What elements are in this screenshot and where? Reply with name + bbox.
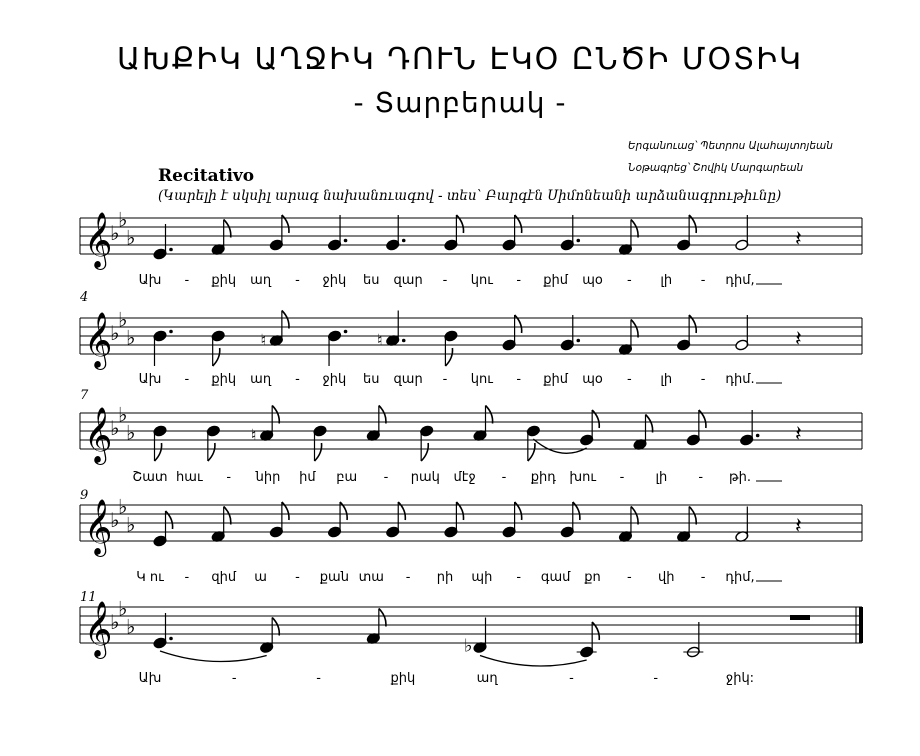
lyric-syllable: - [516, 570, 522, 585]
quarter-rest-icon: 𝄽 [795, 514, 802, 539]
note-flag [379, 609, 386, 627]
flat-icon: ♭ [126, 225, 136, 250]
lyric-syllable: ա [254, 570, 267, 585]
lyric-syllable: դիմ. [725, 372, 755, 387]
lyric-syllable: աղ [250, 273, 272, 288]
flat-icon: ♭ [126, 420, 136, 445]
treble-clef-icon: 𝄞 [84, 499, 113, 555]
lyric-syllable: պի [471, 570, 493, 585]
lyric-syllable: նիր [255, 470, 281, 485]
flat-icon: ♭ [126, 325, 136, 350]
lyric-syllable: - [295, 273, 300, 288]
slur [533, 439, 586, 453]
lyric-syllable: կու [470, 372, 493, 387]
lyric-syllable: Ախ [138, 273, 162, 288]
lyric-syllable: - [383, 470, 389, 485]
note-flag [208, 443, 215, 461]
measure-number: 9 [80, 488, 89, 503]
lyric-syllable: քո [584, 570, 601, 585]
lyric-syllable: քիմ [543, 273, 568, 288]
flat-icon: ♭ [110, 321, 120, 345]
lyric-syllable: աղ [250, 372, 272, 387]
lyric-syllable: լի [655, 470, 668, 485]
measure-number: 4 [80, 290, 89, 305]
flat-icon: ♭ [118, 402, 128, 427]
lyric-syllable: զիմ [211, 570, 237, 585]
lyric-syllable: ջիկ [322, 372, 347, 387]
lyric-syllable: - [700, 372, 706, 387]
lyric-syllable: դիմ, [725, 273, 755, 288]
augmentation-dot [344, 239, 348, 243]
lyric-syllable: քիկ [390, 671, 416, 686]
slur [160, 651, 267, 662]
natural-icon: ♮ [250, 425, 257, 445]
lyric-syllable: բա [336, 470, 358, 485]
natural-icon: ♮ [376, 330, 383, 350]
note-flag [272, 406, 279, 424]
lyric-syllable: - [516, 273, 522, 288]
note-flag [445, 348, 452, 366]
lyric-syllable: - [442, 372, 448, 387]
lyric-syllable: րակ [410, 470, 440, 485]
lyric-syllable: լի [660, 372, 673, 387]
augmentation-dot [169, 248, 173, 252]
lyric-syllable: - [627, 273, 632, 288]
flat-icon: ♭ [126, 512, 136, 537]
lyric-syllable: թի. [729, 470, 751, 485]
lyric-syllable: խու [569, 470, 596, 485]
lyric-syllable: - [231, 671, 237, 686]
lyric-syllable: քան [319, 570, 349, 585]
augmentation-dot [402, 339, 406, 343]
note-flag [421, 443, 428, 461]
lyricist-credit: Երգանուաց՝ Պետրոս Ալահայտոյեան [628, 140, 833, 152]
note-flag [689, 507, 696, 525]
lyric-syllable: կու [470, 273, 493, 288]
lyric-syllable: - [569, 671, 574, 686]
quarter-rest-icon: 𝄽 [795, 422, 802, 447]
lyric-syllable: - [226, 470, 232, 485]
flat-icon: ♭ [110, 508, 120, 532]
lyric-syllable: իմ [299, 470, 316, 485]
lyric-syllable: պօ [582, 273, 603, 288]
lyric-syllable: քիկ [211, 273, 237, 288]
lyric-syllable: ջիկ [322, 273, 347, 288]
lyric-syllable: - [316, 671, 321, 686]
whole-rest-icon [790, 615, 810, 620]
lyric-syllable: - [700, 273, 706, 288]
note-flag [224, 220, 231, 238]
lyric-syllable: - [653, 671, 659, 686]
lyric-syllable: մէջ [453, 470, 476, 485]
quarter-rest-icon: 𝄽 [795, 327, 802, 352]
slur [480, 656, 587, 667]
transcriber-credit: Նօթագրեց՝ Շովիկ Մարգարեան [628, 162, 804, 174]
note-flag [528, 443, 535, 461]
flat-icon: ♭ [464, 635, 473, 657]
lyric-syllable: - [700, 570, 706, 585]
lyric-syllable: - [619, 470, 625, 485]
note-flag [224, 507, 231, 525]
note-flag [631, 220, 638, 238]
measure-number: 7 [80, 388, 89, 403]
treble-clef-icon: 𝄞 [84, 601, 113, 657]
quarter-rest-icon: 𝄽 [795, 227, 802, 252]
lyric-syllable: քիդ [530, 470, 556, 485]
flat-icon: ♭ [110, 221, 120, 245]
song-title: ԱԽՔԻԿ ԱՂՋԻԿ ԴՈՒՆ ԷԿՕ ԸՆԾԻ ՄՕՏԻԿ [116, 42, 803, 77]
lyric-syllable: հաւ [176, 470, 203, 485]
lyric-syllable: Ախ [138, 671, 162, 686]
treble-clef-icon: 𝄞 [84, 407, 113, 463]
tempo-marking: Recitativo [158, 166, 255, 186]
lyric-syllable: դիմ, [725, 570, 755, 585]
note-flag [646, 415, 653, 433]
lyric-syllable: - [627, 570, 632, 585]
lyric-syllable: Ախ [138, 372, 162, 387]
note-flag [213, 348, 220, 366]
lyric-syllable: տա [358, 570, 384, 585]
lyric-syllable: զար [393, 273, 423, 288]
augmentation-dot [402, 239, 406, 243]
lyric-syllable: աղ [476, 671, 498, 686]
lyric-syllable: - [184, 372, 190, 387]
song-subtitle: - Տարբերակ - [353, 86, 567, 119]
lyric-syllable: քիկ [211, 372, 237, 387]
lyric-syllable: - [698, 470, 704, 485]
note-flag [272, 618, 279, 636]
lyric-syllable: - [516, 372, 522, 387]
treble-clef-icon: 𝄞 [84, 212, 113, 268]
lyric-syllable: գամ [540, 570, 571, 585]
lyric-syllable: պօ [582, 372, 603, 387]
lyric-syllable: ես [363, 273, 380, 288]
lyric-syllable: զար [393, 372, 423, 387]
lyric-syllable: Շատ [132, 470, 168, 485]
lyric-syllable: րի [436, 570, 454, 585]
lyric-syllable: - [184, 570, 190, 585]
lyric-syllable: - [442, 273, 448, 288]
lyric-syllable: - [184, 273, 190, 288]
flat-icon: ♭ [110, 416, 120, 440]
treble-clef-icon: 𝄞 [84, 312, 113, 368]
augmentation-dot [169, 637, 173, 641]
measure-number: 11 [80, 590, 97, 605]
flat-icon: ♭ [118, 596, 128, 621]
note-flag [315, 443, 322, 461]
lyric-syllable: - [295, 372, 300, 387]
note-flag [486, 406, 493, 424]
augmentation-dot [576, 239, 580, 243]
flat-icon: ♭ [118, 207, 128, 232]
flat-icon: ♭ [110, 610, 120, 634]
note-flag [379, 406, 386, 424]
lyric-syllable: լի [660, 273, 673, 288]
augmentation-dot [576, 339, 580, 343]
note-flag [631, 507, 638, 525]
lyric-syllable: - [501, 470, 507, 485]
augmentation-dot [344, 330, 348, 334]
performance-note: (Կարելի է սկսիլ արագ նախանուագով - տես՝ Բարգէն Սիմոնեանի արձանագրութիւնը) [158, 188, 782, 204]
lyric-syllable: վի [658, 570, 675, 585]
lyric-syllable: ես [363, 372, 380, 387]
flat-icon: ♭ [118, 494, 128, 519]
lyric-syllable: քիմ [543, 372, 568, 387]
lyric-syllable: - [627, 372, 632, 387]
lyric-syllable: - [405, 570, 411, 585]
lyric-syllable: ջիկ: [725, 671, 755, 686]
lyric-syllable: - [295, 570, 300, 585]
natural-icon: ♮ [260, 330, 267, 350]
lyric-syllable: Կ ու [136, 570, 164, 585]
note-flag [282, 311, 289, 329]
note-flag [155, 443, 162, 461]
flat-icon: ♭ [118, 307, 128, 332]
note-flag [631, 320, 638, 338]
augmentation-dot [169, 330, 173, 334]
augmentation-dot [756, 434, 760, 438]
flat-icon: ♭ [126, 614, 136, 639]
